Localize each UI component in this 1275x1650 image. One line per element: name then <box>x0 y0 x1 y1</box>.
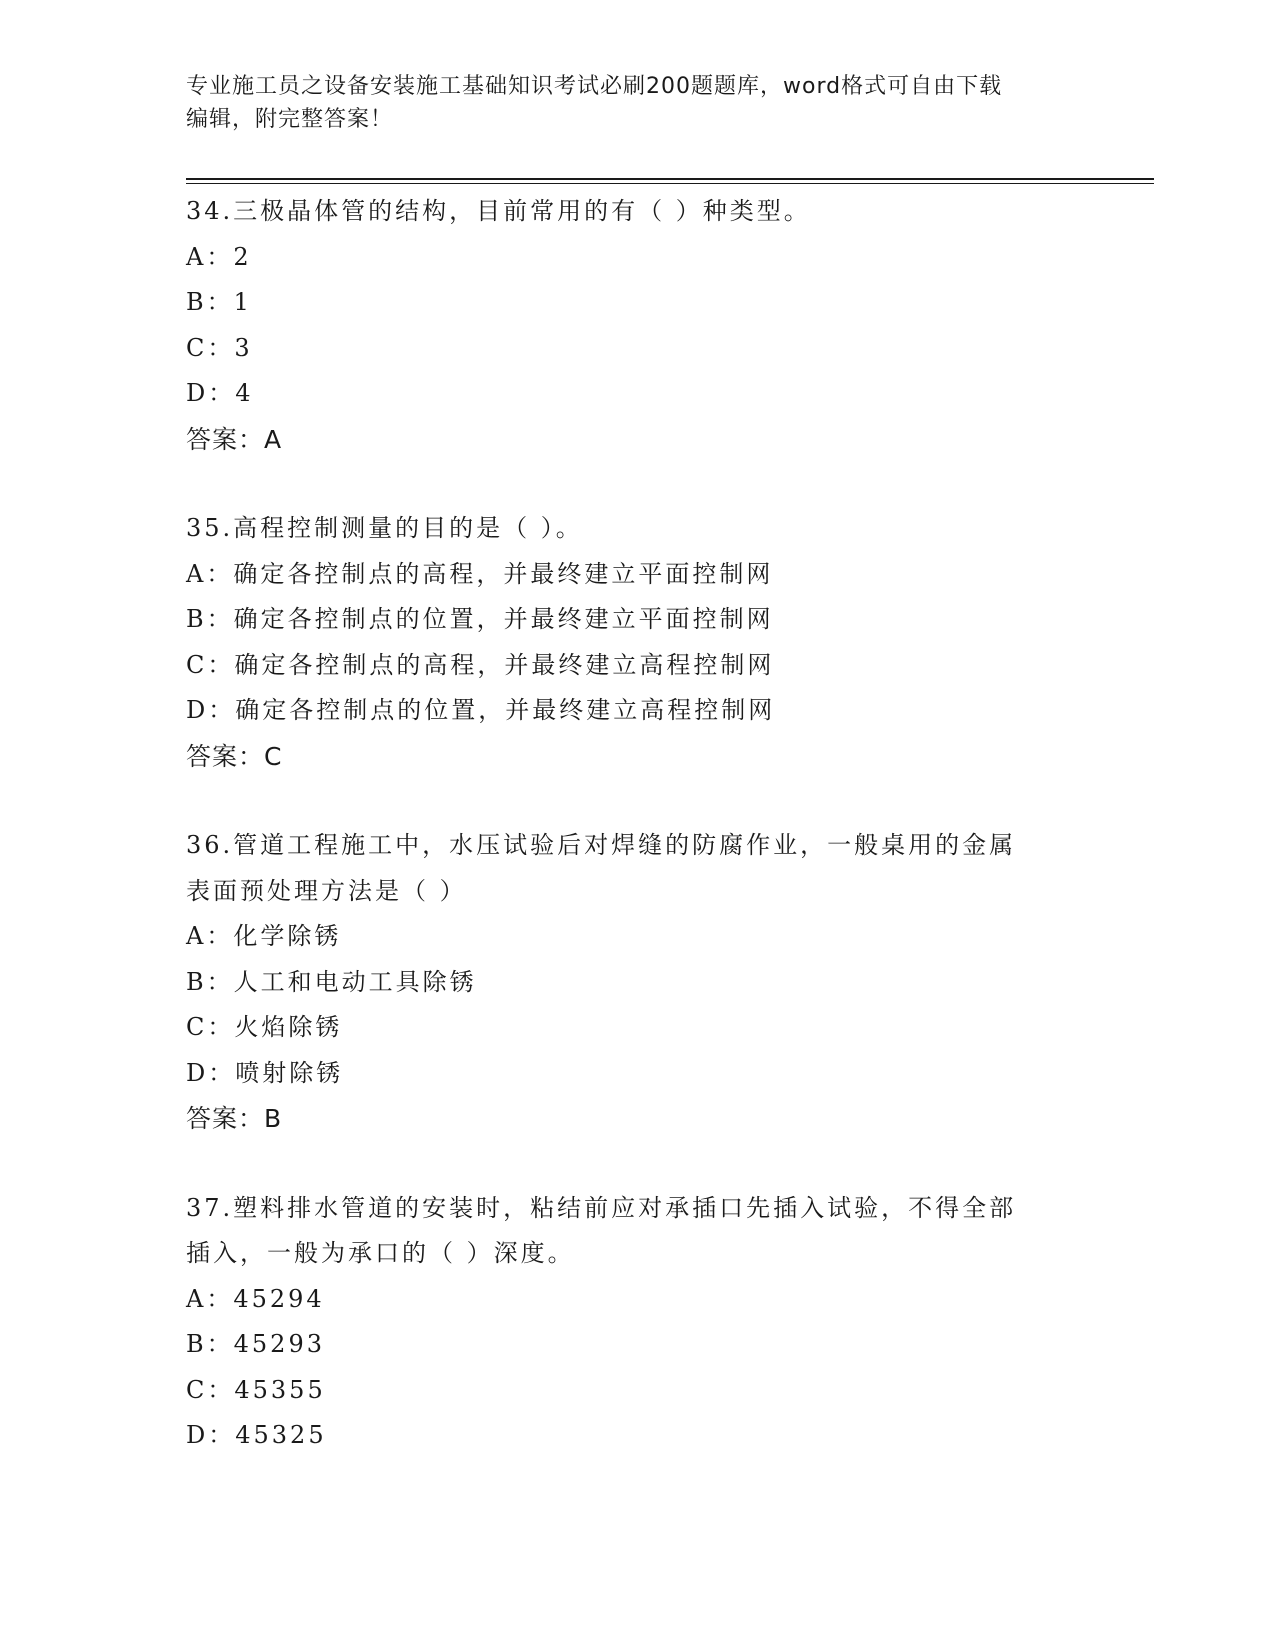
option-b: B：1 <box>186 288 252 316</box>
header-line-2: 编辑，附完整答案！ <box>186 107 394 132</box>
option-a: A：2 <box>186 242 252 271</box>
option-c: C：火焰除锈 <box>186 1013 343 1041</box>
question-34 <box>186 189 1086 462</box>
question-stem: 34.三极晶体管的结构，目前常用的有（ ）种类型。 <box>186 197 811 225</box>
option-c: C：3 <box>186 333 253 362</box>
option-b: B：人工和电动工具除锈 <box>186 967 477 996</box>
answer: 答案：B <box>186 1104 283 1133</box>
answer: 答案：A <box>186 424 283 454</box>
option-c: C：确定各控制点的高程，并最终建立高程控制网 <box>186 650 775 679</box>
question-list <box>186 189 1086 1503</box>
header-line-1: 专业施工员之设备安装施工基础知识考试必刷200题题库，word格式可自由下载 <box>186 74 1003 99</box>
question-36 <box>186 823 1086 1142</box>
question-stem-continued: 表面预处理方法是（ ） <box>186 876 467 905</box>
header-divider-thick <box>186 178 1154 180</box>
option-a: A：确定各控制点的高程，并最终建立平面控制网 <box>186 559 774 588</box>
option-d: D：喷射除锈 <box>186 1058 344 1087</box>
answer: 答案：C <box>186 741 283 771</box>
question-stem-continued: 插入，一般为承口的（ ）深度。 <box>186 1239 575 1267</box>
question-35 <box>186 506 1086 779</box>
document-header <box>186 70 1066 136</box>
question-stem: 35.高程控制测量的目的是（ ）。 <box>186 514 583 542</box>
option-b: B：确定各控制点的位置，并最终建立平面控制网 <box>186 605 774 633</box>
header-divider-thin <box>186 183 1154 184</box>
question-stem: 36.管道工程施工中，水压试验后对焊缝的防腐作业，一般桌用的金属 <box>186 831 1017 859</box>
option-d: D：45325 <box>186 1421 327 1449</box>
question-37 <box>186 1186 1086 1459</box>
question-stem: 37.塑料排水管道的安装时，粘结前应对承插口先插入试验，不得全部 <box>186 1193 1017 1222</box>
option-b: B：45293 <box>186 1330 325 1358</box>
option-a: A：化学除锈 <box>186 922 342 950</box>
option-d: D：确定各控制点的位置，并最终建立高程控制网 <box>186 696 776 724</box>
option-d: D：4 <box>186 379 254 407</box>
option-c: C：45355 <box>186 1375 326 1404</box>
option-a: A：45294 <box>186 1284 325 1313</box>
